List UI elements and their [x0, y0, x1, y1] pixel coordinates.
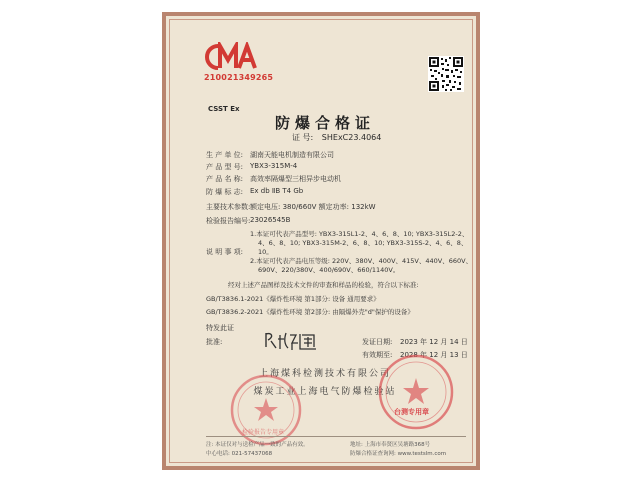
report-no-label: 检验报告编号: — [206, 217, 251, 225]
remarks-line: 2.本证可代表产品电压等级: 220V、380V、400V、415V、440V、660V、 — [250, 257, 473, 265]
right-seal-text: 台测专用章 — [394, 408, 429, 416]
right-seal — [376, 352, 456, 432]
issue-date-label: 发证日期: — [362, 338, 393, 346]
product-name-label: 产 品 名 称: — [206, 175, 244, 183]
producer-value: 湖南天能电机制造有限公司 — [250, 151, 334, 159]
certificate-number-value: SHExC23.4064 — [321, 133, 382, 142]
report-no-value: 23026545B — [250, 216, 291, 224]
certificate — [162, 12, 480, 470]
issue-date-value: 2023 年 12 月 14 日 — [400, 338, 468, 346]
csst-mark: CSST Ex — [208, 105, 240, 113]
ex-marking-value: Ex db ⅡB T4 Gb — [250, 187, 304, 195]
certificate-number-label: 证 号: — [292, 133, 314, 142]
remarks-line: 10。 — [258, 248, 273, 256]
approver-label: 批准: — [206, 338, 223, 346]
remarks-line: 690V、220/380V、400/690V、660/1140V。 — [258, 266, 400, 274]
valid-until-label: 有效期至: — [362, 351, 393, 359]
model-value: YBX3-315M-4 — [250, 162, 298, 170]
standard-item: GB/T3836.2-2021《爆炸性环境 第2部分: 由隔爆外壳"d"保护的设备》 — [206, 308, 414, 316]
footer-phone: 中心电话: 021-57437068 — [206, 451, 273, 457]
cma-logo — [204, 42, 260, 72]
remarks-label: 说 明 事 项: — [206, 248, 244, 256]
issuer-station: 煤炭工业上海电气防爆检验站 — [253, 387, 397, 397]
tech-params-value: 额定电压: 380/660V 额定功率: 132kW — [250, 203, 376, 211]
footer-website[interactable]: 防爆合格证查询网: www.testslm.com — [350, 451, 447, 457]
footer-divider — [206, 436, 466, 437]
producer-label: 生 产 单 位: — [206, 151, 244, 159]
special-conditions: 特发此证 — [206, 324, 234, 332]
certificate-number — [292, 132, 381, 143]
cma-number: 210021349265 — [204, 73, 274, 82]
issuer-company: 上海煤科检测技术有限公司 — [258, 369, 391, 379]
qr-code-icon[interactable] — [428, 56, 464, 92]
footer-address: 地址: 上海市奉贤区吴塘路368号 — [350, 442, 431, 448]
remarks-line: 1.本证可代表产品型号: YBX3-315L1-2、4、6、8、10; YBX3-315L2-2、 — [250, 230, 469, 238]
left-seal-text: 检验报告专用章 — [242, 429, 285, 436]
model-label: 产 品 型 号: — [206, 163, 244, 171]
tech-params-label: 主要技术参数: — [206, 203, 251, 211]
remarks-line: 4、6、8、10; YBX3-315M-2、6、8、10; YBX3-315S-2、4、6、8、 — [258, 239, 468, 247]
product-name-value: 高效率隔爆型三相异步电动机 — [250, 175, 341, 183]
signature — [262, 329, 322, 353]
standard-item: GB/T3836.1-2021《爆炸性环境 第1部分: 设备 通用要求》 — [206, 295, 380, 303]
conformity-statement: 经对上述产品图样及技术文件的审查和样品的检验，符合以下标准: — [228, 281, 419, 289]
document-title: 防爆合格证 — [274, 114, 375, 132]
footer-note: 注: 本证仅对与送检产品一致的产品有效。 — [206, 442, 309, 448]
ex-marking-label: 防 爆 标 志: — [206, 188, 244, 196]
valid-until-value: 2028 年 12 月 13 日 — [400, 351, 468, 359]
